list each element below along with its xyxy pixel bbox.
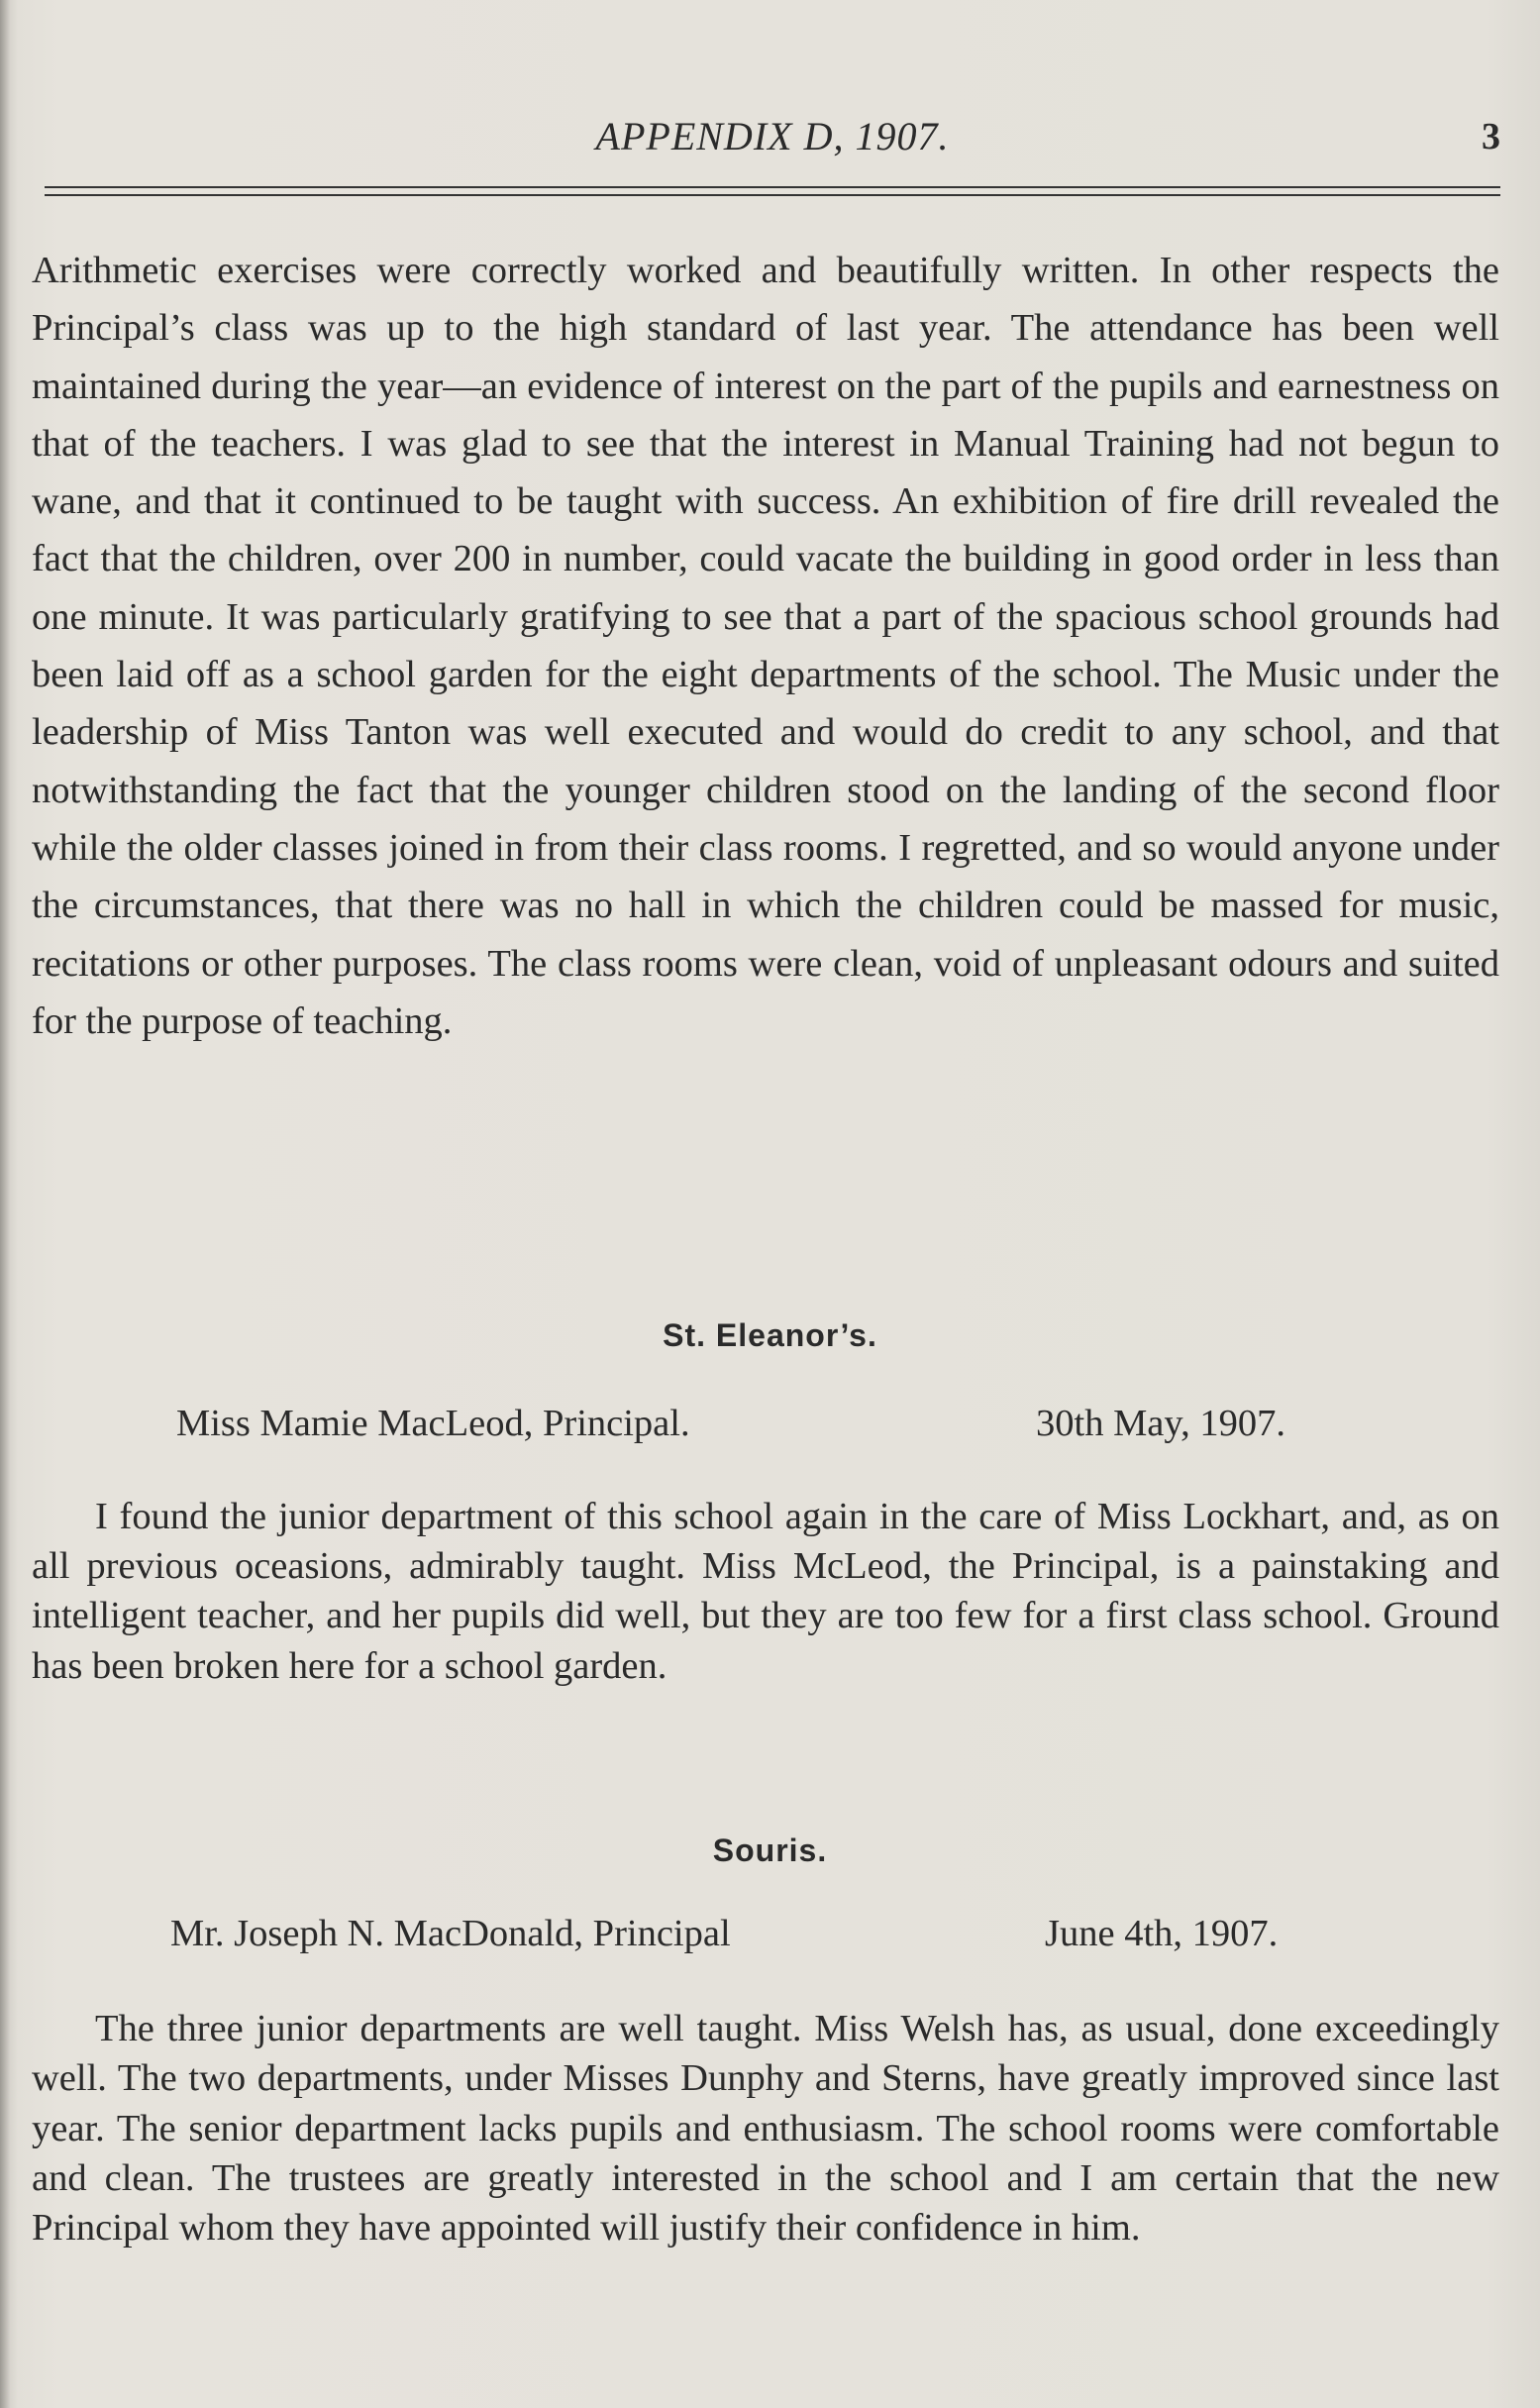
section-paragraph-souris: The three junior departments are well taught. Miss Welsh has, as usual, done exceedingly well. The two departments, under Misses Dunphy and Sterns, have greatly improved since last year. The senior department lacks pupils and enthusiasm. The school rooms were comfortable and clean. The trustees are greatly interested in the school and I am certain that the new Principal whom they have appointed will justify their confidence in him. xyxy=(32,2008,1499,2250)
principal-name: Miss Mamie MacLeod, Principal. xyxy=(176,1403,690,1444)
page-spine-shadow xyxy=(0,0,10,2408)
section-title-st-eleanors: St. Eleanor’s. xyxy=(663,1317,877,1353)
inspection-date: June 4th, 1907. xyxy=(1045,1913,1279,1954)
running-head: APPENDIX D, 1907. xyxy=(595,114,950,158)
principal-line-souris xyxy=(0,1912,1540,1971)
intro-paragraph: Arithmetic exercises were correctly worked and beautifully written. In other respects the Principal’s class was up to the high standard of last year. The attendance has been well maintained during the year—an evidence of interest on the part of the pupils and earnestness on that of the teachers. I was glad to see that the interest in Manual Training had not begun to wane, and that it continued to be taught with success. An exhibition of fire drill revealed the fact that the children, over 200 in number, could vacate the building in good order in less than one minute. It was particularly gratifying to see that a part of the spacious school grounds had been laid off as a school garden for the eight departments of the school. The Music under the leadership of Miss Tanton was well executed and would do credit to any school, and that notwithstanding the fact that the younger children stood on the landing of the second floor while the older classes joined in from their class rooms. I regretted, and so would anyone under the circumstances, that there was no hall in which the children could be massed for music, recitations or other purposes. The class rooms were clean, void of unpleasant odours and suited for the purpose of teaching. xyxy=(32,250,1499,1042)
inspection-date: 30th May, 1907. xyxy=(1036,1403,1286,1444)
page-number: 3 xyxy=(1482,116,1500,157)
header-rule-bottom xyxy=(45,194,1500,196)
principal-line-st-eleanors xyxy=(0,1402,1540,1461)
section-paragraph-st-eleanors: I found the junior department of this school again in the care of Miss Lockhart, and, as on all previous oceasions, admirably taught. Miss McLeod, the Principal, is a painstaking and intelligent teacher, and her pupils did well, but they are too few for a first class school. Ground has been broken here for a school garden. xyxy=(32,1496,1499,1687)
section-title-souris: Souris. xyxy=(712,1832,828,1868)
page-header xyxy=(45,107,1500,166)
principal-name: Mr. Joseph N. MacDonald, Principal xyxy=(170,1913,731,1954)
header-rule-top xyxy=(45,186,1500,188)
